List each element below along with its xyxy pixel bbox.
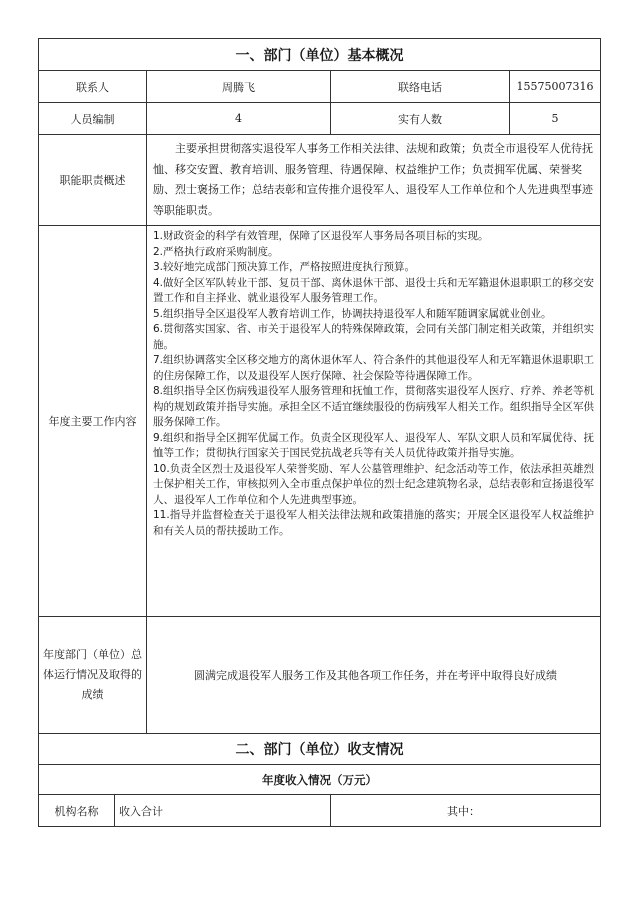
income-col-among: 其中： xyxy=(331,795,601,827)
income-col-total: 收入合计 xyxy=(115,795,331,827)
work-item-text: 负责全区烈士及退役军人荣誉奖励、军人公墓管理维护、纪念活动等工作，依法承担英雄烈士保护相关工作，审核拟列入全市重点保护单位的烈士纪念建筑物名录，总结表彰和宣扬退役军人、退役军人工作单位和个人先进典型事迹。 xyxy=(153,462,595,506)
work-item xyxy=(153,462,594,509)
income-col-org: 机构名称 xyxy=(39,795,115,827)
work-item-number: 7. xyxy=(153,354,164,366)
work-item-number: 6. xyxy=(153,323,164,335)
work-label: 年度主要工作内容 xyxy=(39,226,147,617)
work-item-text: 较好地完成部门预决算工作，严格按照进度执行预算。 xyxy=(163,261,416,273)
work-item xyxy=(153,229,594,245)
work-item-text: 组织指导全区退役军人教育培训工作，协调扶持退役军人和随军随调家属就业创业。 xyxy=(163,307,552,320)
overall-text: 圆满完成退役军人服务工作及其他各项工作任务，并在考评中取得良好成绩 xyxy=(147,617,601,734)
contact-value: 周腾飞 xyxy=(147,71,331,103)
work-item xyxy=(153,260,594,276)
work-item xyxy=(153,508,594,539)
work-item-number: 4. xyxy=(153,276,164,289)
phone-label: 联络电话 xyxy=(331,71,510,103)
work-item-number: 9. xyxy=(153,431,164,444)
contact-label: 联系人 xyxy=(39,71,147,103)
work-item-text: 财政资金的科学有效管理，保障了区退役军人事务局各项目标的实现。 xyxy=(163,230,489,242)
work-item-text: 指导并监督检查关于退役军人相关法律法规和政策措施的落实；开展全区退役军人权益维护和有关人员的帮扶援助工作。 xyxy=(153,509,595,537)
actual-staff-label: 实有人数 xyxy=(331,103,510,135)
work-item xyxy=(153,276,594,307)
duties-cell xyxy=(147,135,601,226)
work-item-number: 8. xyxy=(153,385,164,397)
work-item xyxy=(153,307,594,323)
work-item-number: 2. xyxy=(153,245,164,258)
work-item-number: 3. xyxy=(153,261,164,273)
work-item xyxy=(153,322,594,353)
work-item-text: 组织和指导全区拥军优属工作。负责全区现役军人、退役军人、军队文职人员和军属优待、抚恤等工作；贯彻执行国家关于国民党抗战老兵等有关人员优待政策并指导实施。 xyxy=(153,431,595,459)
work-item xyxy=(153,431,594,462)
phone-value: 15575007316 xyxy=(510,71,601,103)
work-item-text: 做好全区军队转业干部、复员干部、离休退休干部、退役士兵和无军籍退休退职职工的移交安置工作和自主择业、就业退役军人服务管理工作。 xyxy=(153,276,595,304)
work-item-number: 11. xyxy=(153,509,170,521)
work-item-text: 组织指导全区伤病残退役军人服务管理和抚恤工作，贯彻落实退役军人医疗、疗养、养老等机构的规划政策并指导实施。承担全区不适宜继续服役的伤病残军人相关工作。组织指导全区军供服务保障工作。 xyxy=(153,385,595,428)
duties-text: 主要承担贯彻落实退役军人事务工作相关法律、法规和政策；负责全市退役军人优待抚恤、移交安置、教育培训、服务管理、待遇保障、权益维护工作；负责拥军优属、荣誉奖励、烈士褒扬工作；总结表彰和宣传推介退役军人、退役军人工作单位和个人先进典型事迹等职能职责。 xyxy=(153,142,593,217)
overall-label: 年度部门（单位）总体运行情况及取得的成绩 xyxy=(39,617,147,734)
staff-value: 4 xyxy=(147,103,331,135)
section2-title: 二、部门（单位）收支情况 xyxy=(39,734,601,765)
work-item xyxy=(153,245,594,261)
work-cell xyxy=(147,226,601,617)
work-item-number: 5. xyxy=(153,307,164,320)
staff-label: 人员编制 xyxy=(39,103,147,135)
work-list xyxy=(153,229,594,539)
section1-title: 一、部门（单位）基本概况 xyxy=(39,39,601,71)
work-item-number: 10. xyxy=(153,462,170,475)
work-item-text: 贯彻落实国家、省、市关于退役军人的特殊保障政策，会同有关部门制定相关政策，并组织实施。 xyxy=(153,323,595,351)
duties-label: 职能职责概述 xyxy=(39,135,147,226)
work-item xyxy=(153,384,594,431)
actual-staff-value: 5 xyxy=(510,103,601,135)
work-item xyxy=(153,353,594,384)
work-item-number: 1. xyxy=(153,230,164,242)
overview-table xyxy=(38,38,601,827)
work-item-text: 严格执行政府采购制度。 xyxy=(163,245,279,258)
income-title: 年度收入情况（万元） xyxy=(39,765,601,795)
work-item-text: 组织协调落实全区移交地方的离休退休军人、符合条件的其他退役军人和无军籍退休退职职工的住房保障工作，以及退役军人医疗保障、社会保险等待遇保障工作。 xyxy=(153,354,595,382)
